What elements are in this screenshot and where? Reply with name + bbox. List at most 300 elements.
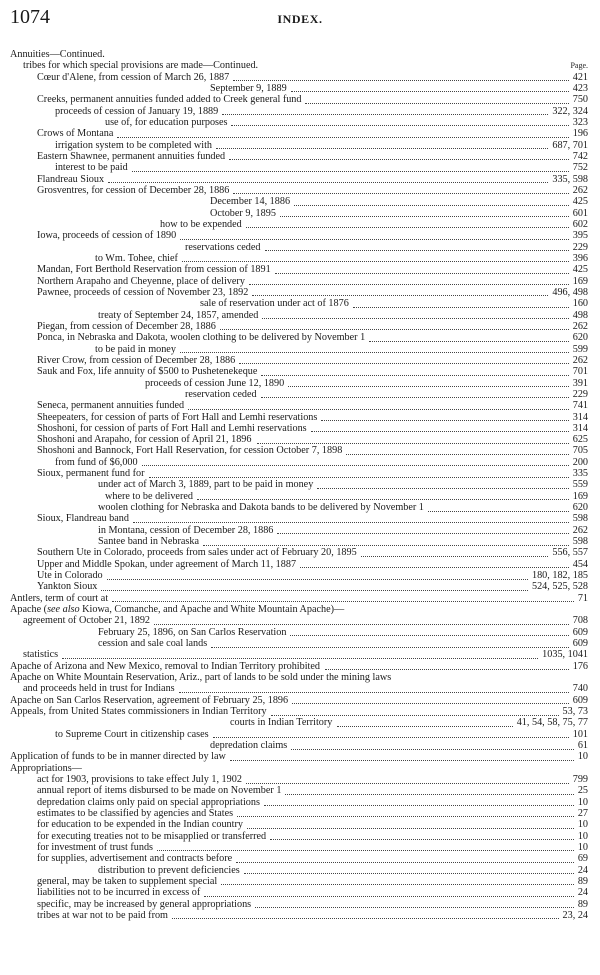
entry-page-ref: 687, 701	[552, 139, 588, 151]
index-entry	[0, 140, 600, 151]
entry-text: Flandreau Sioux	[37, 173, 105, 185]
index-entry	[0, 72, 600, 83]
index-entry	[0, 627, 600, 638]
index-entry	[0, 287, 600, 298]
entry-page-ref: 176	[572, 660, 588, 672]
entry-text: September 9, 1889	[210, 82, 287, 94]
entry-text: Shoshoni, for cession of parts of Fort Hall and Lemhi reservations	[37, 422, 307, 434]
entry-text: agreement of October 21, 1892	[23, 615, 151, 627]
index-entry	[0, 94, 600, 105]
dot-leader	[221, 876, 574, 886]
index-entry	[0, 185, 600, 196]
entry-page-ref: 27	[577, 807, 588, 819]
entry-page-ref: 314	[572, 422, 588, 434]
index-entry	[0, 174, 600, 185]
entry-text: depredation claims only paid on special appropriations	[37, 796, 260, 808]
entry-text: reservations ceded	[185, 241, 261, 253]
index-entry	[0, 355, 600, 366]
entry-page-ref: 740	[572, 683, 588, 695]
entry-page-ref: 10	[577, 751, 588, 763]
entry-text: River Crow, from cession of December 28, 1886	[37, 354, 236, 366]
entry-text: Antlers, term of court at	[10, 592, 109, 604]
entry-page-ref: 609	[572, 694, 588, 706]
entry-page-ref: 524, 525, 528	[531, 581, 588, 593]
entry-text: for education to be expended in the Indian country	[37, 819, 243, 831]
dot-leader	[180, 344, 569, 354]
dot-leader	[361, 547, 549, 557]
index-entry	[0, 842, 600, 853]
dot-leader	[261, 389, 569, 399]
dot-leader	[280, 208, 569, 218]
entry-page-ref: 262	[572, 354, 588, 366]
entry-page-ref: 314	[572, 411, 588, 423]
index-entry	[0, 242, 600, 253]
entry-text: how to be expended	[160, 218, 242, 230]
entry-page-ref: 53, 73	[562, 706, 588, 718]
entry-text: Upper and Middle Spokan, under agreement of March 11, 1887	[37, 558, 297, 570]
dot-leader	[369, 332, 569, 342]
entry-page-ref: 620	[572, 332, 588, 344]
index-entry	[0, 49, 600, 60]
entry-page-ref: 229	[572, 241, 588, 253]
entry-text: Ute in Colorado	[37, 570, 103, 582]
index-entry	[0, 831, 600, 842]
dot-leader	[270, 831, 574, 841]
entry-page-ref: 180, 182, 185	[531, 570, 588, 582]
entry-text: Eastern Shawnee, permanent annuities funded	[37, 150, 226, 162]
entry-page-ref: 71	[577, 592, 588, 604]
index-entry	[0, 468, 600, 479]
entry-text: Sioux, Flandreau band	[37, 513, 129, 525]
index-entry	[0, 876, 600, 887]
index-entry	[0, 491, 600, 502]
index-entry	[0, 763, 600, 774]
entry-text: specific, may be increased by general appropriations	[37, 898, 252, 910]
index-entry	[0, 525, 600, 536]
dot-leader	[179, 683, 569, 693]
index-entry	[0, 513, 600, 524]
entry-page-ref: 609	[572, 626, 588, 638]
entry-text: from fund of $6,000	[55, 456, 138, 468]
entry-text: annual report of items disbursed to be made on November 1	[37, 785, 282, 797]
entry-page-ref: 160	[572, 298, 588, 310]
dot-leader	[154, 615, 569, 625]
dot-leader	[346, 445, 568, 455]
index-entry	[0, 559, 600, 570]
index-entry	[0, 819, 600, 830]
dot-leader	[305, 94, 568, 104]
index-entry	[0, 208, 600, 219]
index-entry	[0, 593, 600, 604]
entry-text: interest to be paid	[55, 162, 128, 174]
entry-text: to Supreme Court in citizenship cases	[55, 728, 209, 740]
entry-text: Piegan, from cession of December 28, 1886	[37, 320, 216, 332]
index-entry	[0, 151, 600, 162]
index-entry	[0, 434, 600, 445]
index-entry	[0, 797, 600, 808]
entry-text: in Montana, cession of December 28, 1886	[98, 524, 274, 536]
index-entry	[0, 672, 600, 683]
index-entry	[0, 378, 600, 389]
entry-text: courts in Indian Territory	[230, 717, 333, 729]
dot-leader	[291, 740, 574, 750]
index-entry	[0, 683, 600, 694]
entry-text: Ponca, in Nebraska and Dakota, woolen clothing to be delivered by November 1	[37, 332, 366, 344]
entry-text: Sauk and Fox, life annuity of $500 to Pushetenekeque	[37, 366, 258, 378]
dot-leader	[107, 570, 528, 580]
entry-page-ref: 23, 24	[562, 909, 588, 921]
entry-page-ref: 89	[577, 898, 588, 910]
entry-text: Iowa, proceeds of cession of 1890	[37, 230, 177, 242]
dot-leader	[261, 366, 568, 376]
entry-text: act for 1903, provisions to take effect July 1, 1902	[37, 774, 242, 785]
index-entry	[0, 366, 600, 377]
dot-leader	[246, 219, 569, 229]
entry-text: Sheepeaters, for cession of parts of Fort Hall and Lemhi reservations	[37, 411, 318, 423]
entry-page-ref: 41, 54, 58, 75, 77	[516, 717, 588, 729]
entry-page-ref: 322, 324	[552, 105, 588, 117]
index-entry	[0, 276, 600, 287]
entry-page-ref: 169	[572, 275, 588, 287]
dot-leader	[264, 797, 574, 807]
index-entry	[0, 740, 600, 751]
dot-leader	[216, 140, 548, 150]
dot-leader	[213, 729, 569, 739]
entry-page-ref: 599	[572, 343, 588, 355]
index-entry	[0, 60, 600, 71]
dot-leader	[300, 559, 569, 569]
entry-page-ref: 750	[572, 94, 588, 106]
dot-leader	[255, 899, 574, 909]
entry-text: Cœur d'Alene, from cession of March 26, 1887	[37, 71, 230, 83]
page-header	[0, 0, 600, 40]
dot-leader	[157, 842, 574, 852]
index-entry	[0, 751, 600, 762]
index-entry	[0, 502, 600, 513]
entry-text: under act of March 3, 1889, part to be paid in money	[98, 479, 314, 491]
entry-text: December 14, 1886	[210, 196, 291, 208]
dot-leader	[294, 196, 569, 206]
entry-text: tribes at war not to be paid from	[37, 909, 168, 921]
page-number: 1074	[10, 6, 50, 28]
dot-leader	[317, 479, 568, 489]
entry-text: Shoshoni and Bannock, Fort Hall Reservation, for cession October 7, 1898	[37, 445, 343, 457]
entry-text: Shoshoni and Arapaho, for cession of April 21, 1896	[37, 434, 252, 446]
entry-page-ref: 741	[572, 400, 588, 412]
index-entry	[0, 310, 600, 321]
dot-leader	[290, 627, 568, 637]
entry-page-ref: 598	[572, 513, 588, 525]
index-entry	[0, 910, 600, 921]
entry-text: liabilities not to be incurred in excess of	[37, 887, 201, 899]
index-entry	[0, 899, 600, 910]
dot-leader	[197, 491, 569, 501]
page-column-heading: Page.	[570, 61, 588, 71]
entry-text: Southern Ute in Colorado, proceeds from sales under act of February 20, 1895	[37, 547, 357, 559]
entry-text: Apache (see also Kiowa, Comanche, and Apache and White Mountain Apache)—	[10, 604, 345, 616]
index-entry	[0, 253, 600, 264]
dot-leader	[353, 298, 569, 308]
entry-text: February 25, 1896, on San Carlos Reservation	[98, 626, 287, 638]
dot-leader	[292, 695, 569, 705]
entry-page-ref: 421	[572, 71, 588, 83]
index-entry	[0, 649, 600, 660]
entry-page-ref: 10	[577, 841, 588, 853]
entry-text: reservation ceded	[185, 388, 257, 400]
entry-text: treaty of September 24, 1857, amended	[98, 309, 259, 321]
dot-leader	[230, 751, 574, 761]
dot-leader	[236, 853, 574, 863]
dot-leader	[271, 706, 559, 716]
index-entry	[0, 117, 600, 128]
entry-page-ref: 425	[572, 196, 588, 208]
dot-leader	[211, 638, 569, 648]
index-entry	[0, 400, 600, 411]
dot-leader	[133, 513, 569, 523]
entry-text: Mandan, Fort Berthold Reservation from cession of 1891	[37, 264, 271, 276]
dot-leader	[220, 321, 569, 331]
entry-text: Annuities—Continued.	[10, 49, 105, 60]
entry-text: Santee band in Nebraska	[98, 536, 199, 548]
index-entry	[0, 219, 600, 230]
entry-page-ref: 396	[572, 252, 588, 264]
dot-leader	[337, 717, 513, 727]
entry-text: Appeals, from United States commissioners in Indian Territory	[10, 706, 267, 718]
entry-page-ref: 598	[572, 536, 588, 548]
entry-text: Northern Arapaho and Cheyenne, place of delivery	[37, 275, 245, 287]
index-entry	[0, 445, 600, 456]
index-entry	[0, 264, 600, 275]
index-entry	[0, 853, 600, 864]
index-entry	[0, 106, 600, 117]
entry-page-ref: 169	[572, 490, 588, 502]
dot-leader	[149, 468, 569, 478]
dot-leader	[275, 264, 569, 274]
entry-page-ref: 262	[572, 524, 588, 536]
dot-leader	[188, 400, 569, 410]
index-entry	[0, 785, 600, 796]
index-entry	[0, 547, 600, 558]
entry-text: proceeds of cession June 12, 1890	[145, 377, 285, 389]
dot-leader	[112, 593, 574, 603]
index-entry	[0, 638, 600, 649]
entry-page-ref: 395	[572, 230, 588, 242]
entry-page-ref: 625	[572, 434, 588, 446]
dot-leader	[237, 808, 574, 818]
entry-text: depredation claims	[210, 740, 288, 752]
dot-leader	[233, 72, 568, 82]
entry-page-ref: 496, 498	[552, 286, 588, 298]
entry-text: Sioux, permanent fund for	[37, 468, 145, 480]
entry-text: Appropriations—	[10, 762, 82, 774]
entry-page-ref: 262	[572, 320, 588, 332]
entry-text: Apache on San Carlos Reservation, agreement of February 25, 1896	[10, 694, 289, 706]
index-entry	[0, 412, 600, 423]
entry-text: cession and sale coal lands	[98, 638, 208, 650]
dot-leader	[142, 457, 569, 467]
dot-leader	[244, 865, 574, 875]
dot-leader	[265, 242, 569, 252]
dot-leader	[101, 581, 528, 591]
entry-text: sale of reservation under act of 1876	[200, 298, 349, 310]
entry-page-ref: 1035, 1041	[542, 649, 588, 661]
index-entry	[0, 83, 600, 94]
dot-leader	[108, 174, 548, 184]
dot-leader	[262, 310, 568, 320]
index-entry	[0, 344, 600, 355]
entry-page-ref: 708	[572, 615, 588, 627]
dot-leader	[285, 785, 573, 795]
entry-text: for investment of trust funds	[37, 841, 154, 853]
dot-leader	[321, 412, 568, 422]
dot-leader	[117, 128, 568, 138]
entry-page-ref: 10	[577, 796, 588, 808]
entry-text: Pawnee, proceeds of cession of November 23, 1892	[37, 286, 249, 298]
dot-leader	[233, 185, 568, 195]
dot-leader	[239, 355, 568, 365]
entry-text: Apache on White Mountain Reservation, Ariz., part of lands to be sold under the mining laws	[10, 672, 392, 684]
dot-leader	[325, 661, 569, 671]
index-entry	[0, 581, 600, 592]
index-entry	[0, 128, 600, 139]
entry-page-ref: 25	[577, 785, 588, 797]
entry-text: to Wm. Tohee, chief	[95, 252, 178, 264]
index-entry	[0, 661, 600, 672]
entry-page-ref: 602	[572, 218, 588, 230]
entry-text: Creeks, permanent annuities funded added to Creek general fund	[37, 94, 302, 106]
dot-leader	[246, 774, 569, 784]
running-head: INDEX.	[277, 12, 323, 26]
dot-leader	[277, 525, 568, 535]
entry-page-ref: 742	[572, 150, 588, 162]
entry-page-ref: 705	[572, 445, 588, 457]
index-entry	[0, 729, 600, 740]
entry-page-ref: 229	[572, 388, 588, 400]
entry-text: estimates to be classified by agencies and States	[37, 807, 234, 819]
dot-leader	[257, 434, 569, 444]
dot-leader	[180, 230, 569, 240]
entry-page-ref: 89	[577, 875, 588, 887]
index-entry	[0, 865, 600, 876]
entry-text: statistics	[23, 649, 59, 661]
entry-page-ref: 391	[572, 377, 588, 389]
dot-leader	[132, 162, 569, 172]
entry-text: and proceeds held in trust for Indians	[23, 683, 175, 695]
index-entry	[0, 332, 600, 343]
entry-page-ref: 10	[577, 830, 588, 842]
index-entry	[0, 298, 600, 309]
entry-page-ref: 24	[577, 864, 588, 876]
entry-text: for executing treaties not to be misapplied or transferred	[37, 830, 267, 842]
index-entry	[0, 479, 600, 490]
entry-text: Crows of Montana	[37, 128, 114, 140]
index-entry	[0, 321, 600, 332]
entry-text: to be paid in money	[95, 343, 176, 355]
entry-page-ref: 601	[572, 207, 588, 219]
dot-leader	[204, 887, 574, 897]
index-entry	[0, 615, 600, 626]
index-entry	[0, 196, 600, 207]
dot-leader	[249, 276, 568, 286]
dot-leader	[182, 253, 568, 263]
index-entry	[0, 162, 600, 173]
dot-leader	[428, 502, 569, 512]
index-entry	[0, 774, 600, 785]
entry-text: Yankton Sioux	[37, 581, 98, 593]
index-entry	[0, 457, 600, 468]
index-entry	[0, 604, 600, 615]
entry-page-ref: 556, 557	[552, 547, 588, 559]
index-entry	[0, 389, 600, 400]
entry-page-ref: 609	[572, 638, 588, 650]
entry-page-ref: 323	[572, 116, 588, 128]
entry-page-ref: 10	[577, 819, 588, 831]
entry-page-ref: 423	[572, 82, 588, 94]
entry-page-ref: 335	[572, 468, 588, 480]
entry-text: proceeds of cession of January 19, 1889	[55, 105, 219, 117]
entry-text: where to be delivered	[105, 490, 193, 502]
index-entry	[0, 423, 600, 434]
index-entry	[0, 717, 600, 728]
entry-page-ref: 620	[572, 502, 588, 514]
dot-leader	[231, 117, 568, 127]
entry-text: distribution to prevent deficiencies	[98, 864, 240, 876]
dot-leader	[229, 151, 569, 161]
entry-page-ref: 559	[572, 479, 588, 491]
entry-page-ref: 61	[577, 740, 588, 752]
index-list	[0, 49, 600, 921]
dot-leader	[172, 910, 559, 920]
entry-page-ref: 196	[572, 128, 588, 140]
dot-leader	[252, 287, 548, 297]
entry-text: woolen clothing for Nebraska and Dakota bands to be delivered by November 1	[98, 502, 424, 514]
index-entry	[0, 536, 600, 547]
index-entry	[0, 570, 600, 581]
entry-text: irrigation system to be completed with	[55, 139, 213, 151]
index-entry	[0, 230, 600, 241]
dot-leader	[222, 106, 548, 116]
entry-text: tribes for which special provisions are made—Continued.	[23, 60, 259, 72]
entry-page-ref: 101	[572, 728, 588, 740]
index-entry	[0, 695, 600, 706]
entry-text: for supplies, advertisement and contracts before	[37, 853, 233, 865]
dot-leader	[62, 649, 538, 659]
entry-text: Apache of Arizona and New Mexico, removal to Indian Territory prohibited	[10, 660, 321, 672]
entry-page-ref: 799	[572, 774, 588, 785]
dot-leader	[311, 423, 569, 433]
entry-page-ref: 454	[572, 558, 588, 570]
entry-text: general, may be taken to supplement special	[37, 875, 218, 887]
entry-page-ref: 262	[572, 184, 588, 196]
index-entry	[0, 887, 600, 898]
index-entry	[0, 808, 600, 819]
index-entry	[0, 706, 600, 717]
entry-text: Grosventres, for cession of December 28, 1886	[37, 184, 230, 196]
entry-page-ref: 69	[577, 853, 588, 865]
dot-leader	[291, 83, 569, 93]
entry-page-ref: 425	[572, 264, 588, 276]
entry-text: October 9, 1895	[210, 207, 276, 219]
entry-page-ref: 498	[572, 309, 588, 321]
dot-leader	[247, 819, 574, 829]
entry-text: use of, for education purposes	[105, 116, 228, 128]
entry-page-ref: 752	[572, 162, 588, 174]
entry-page-ref: 24	[577, 887, 588, 899]
dot-leader	[288, 378, 569, 388]
entry-text: Application of funds to be in manner directed by law	[10, 751, 226, 763]
entry-page-ref: 335, 598	[552, 173, 588, 185]
entry-page-ref: 200	[572, 456, 588, 468]
